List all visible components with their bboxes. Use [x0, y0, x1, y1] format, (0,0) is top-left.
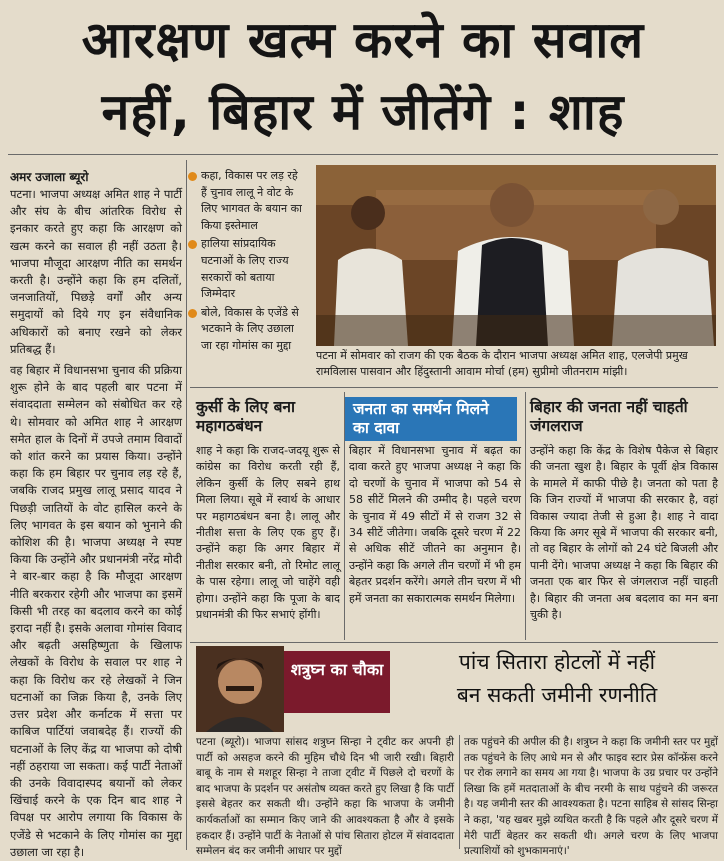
headline: [10, 4, 716, 148]
column-2-body: बिहार में विधानसभा चुनाव में बढ़त का दावा करते हुए भाजपा अध्यक्ष ने कहा कि दो चरणों के चुनाव में भाजपा को 54 से 58 सीटें मिलने की उम्मीद है। पहले चरण के चुनाव में 49 सीटों में से राजग 32 से 34 सीटें जीतेगा। जबकि दूसरे चरण में 22 से अधिक सीटें जीतने का अनुमान है। उन्होंने कहा कि अगले तीन चरणों में भी हम बेहतर प्रदर्शन करेंगे। अगले तीन चरण में भी हमें जनता का सकारात्मक समर्थन मिलेगा।: [349, 444, 521, 605]
highlights-list: [188, 168, 304, 357]
photo-caption: पटना में सोमवार को राजग की एक बैठक के दौरान भाजपा अध्यक्ष अमित शाह, एलजेपी प्रमुख रामविलास पासवान और हिंदुस्तानी आवाम मोर्चा (हम) सुप्रीमो जीतनराम मांझी।: [316, 349, 688, 378]
column-1-heading: कुर्सी के लिए बना महागठबंधन: [196, 398, 296, 435]
column-divider: [525, 392, 526, 640]
column-1-body: शाह ने कहा कि राजद-जदयू शुरू से कांग्रेस का विरोध करती रही हैं, लेकिन कुर्सी के लिए सबने हाथ मिला लिया। सूबे में स्वार्थ के आधार पर महागठबंधन बना है। लालू और नीतीश सत्ता के लिए एक हुए हैं। उन्होंने कहा कि अगर बिहार में नीतीश सरकार बनी, तो रिमोट लालू के पास रहेगा। लालू जो चाहेंगे वही होगा। उन्होंने कहा कि पूजा के बाद प्रधानमंत्री की फिर सभाएं होंगी।: [196, 444, 340, 622]
headline-divider: [8, 154, 718, 155]
box-right-body: तक पहुंचने की अपील की है। शत्रुघ्न ने कहा कि जमीनी स्तर पर मुद्दों तक पहुंचने के लिए आधे मन से और फाइव स्टार प्रेस कॉन्फ्रेंस करने पर रोक लगाने का समय आ गया है। भाजपा के उग्र प्रचार पर उन्होंने लिखा कि हमें मतदाताओं के बीच नरमी के साथ पहुंचने की जरूरत है। यह जमीनी स्तर की आवश्यकता है। पटना साहिब से सांसद सिन्हा ने कहा, 'यह खबर मुझे व्यथित करती है कि पहले और दूसरे चरण में मेरी पार्टी बेहतर कर सकती थी। अगले चरण के लिए भाजपा प्रत्याशियों को शुभकामनाएं।': [464, 736, 718, 858]
highlight-item: हालिया सांप्रदायिक घटनाओं के लिए राज्य सरकारों को बताया जिम्मेदार: [188, 236, 304, 302]
box-left-body: पटना (ब्यूरो)। भाजपा सांसद शत्रुघ्न सिन्हा ने ट्वीट कर अपनी ही पार्टी को असहज करने की मुहिम चौथे दिन भी जारी रखी। बिहारी बाबू के नाम से मशहूर सिन्हा ने ताजा ट्वीट में पिछले दो चरणों के बाद भाजपा के प्रदर्शन पर असंतोष व्यक्त करते हुए लिखा है कि पार्टी इससे बेहतर कर सकती थी। उन्होंने कहा कि भाजपा के जमीनी कार्यकर्ताओं का सम्मान किए जाने की आवश्यकता है और वे इसके हकदार हैं। उन्होंने पार्टी के नेताओं से पांच सितारा होटल में संवाददाता सम्मेलन बंद कर जमीनी आधार पर मुद्दों: [196, 736, 454, 858]
section-divider: [190, 642, 718, 643]
highlight-item: कहा, विकास पर लड़ रहे हैं चुनाव लालू ने वोट के लिए भागवत के बयान का किया इस्तेमाल: [188, 168, 304, 234]
lead-paragraph-2: वह बिहार में विधानसभा चुनाव की प्रक्रिया शुरू होने के बाद पहली बार पटना में संवाददाता सम्मेलन को संबोधित कर रहे थे। सोमवार को अमित शाह ने आरक्षण समेत हाल के दिनों में उपजे तमाम विवादों को शांत करने का प्रयास किया। उन्होंने कहा कि हम बिहार पर चुनाव लड़ रहे हैं, जबकि राजद प्रमुख लालू प्रसाद यादव ने पिछड़ी जातियों के वोट हासिल करने के लिए भागवत के इस बयान को भुनाने की कोशिश की है। भाजपा अध्यक्ष ने स्पष्ट किया कि उन्होंने और प्रधानमंत्री नरेंद्र मोदी ने बार-बार कहा है कि मौजूदा आरक्षण नीति बरकरार रहेगी और भाजपा का इसमें किसी भी तरह का बदलाव करने का कोई इरादा नहीं है। इसके अलावा गोमांस विवाद और बढ़ती असहिष्णुता के खिलाफ लेखकों के विरोध के सवाल पर शाह ने कहा कि विरोध कर रहे लेखकों ने जिन घटनाओं का जिक्र किया है, उनके लिए उत्तर प्रदेश और कर्नाटक में सत्ता पर काबिज पार्टियां जवाबदेह हैं। राज्यों की घटनाओं के लिए केंद्र या भाजपा को दोषी नहीं ठहराया जा सकता। कई पार्टी नेताओं की उनके विवादास्पद बयानों को लेकर खिंचाई करने के एक दिन बाद शाह ने विपक्ष पर आरोप लगाया कि विकास के एजेंडे से भटकाने के लिए गोमांस का मुद्दा उछाला जा रहा है।: [10, 363, 182, 859]
highlight-item: बोले, विकास के एजेंडे से भटकाने के लिए उछाला जा रहा गोमांस का मुद्दा: [188, 305, 304, 355]
bullet-icon: [188, 309, 197, 318]
column-divider: [186, 160, 187, 850]
shatrughan-photo: [196, 646, 284, 732]
column-3-body: उन्होंने कहा कि केंद्र के विशेष पैकेज से बिहार की जनता खुश है। बिहार के पूर्वी क्षेत्र विकास के मामले में काफी पीछे है। जनता को पता है कि जिन राज्यों में भाजपा की सरकार है, वहां विकास ज्यादा तेजी से हुआ है। शाह ने वादा किया कि अगर सूबे में भाजपा की सरकार बनी, तो वह बिहार के लोगों को 24 घंटे बिजली और पानी देंगे। भाजपा अध्यक्ष ने कहा कि बिहार की जनता एक बार फिर से जंगलराज नहीं चाहती है। बिहार की जनता अब बदलाव का मन बना चुकी है।: [530, 444, 718, 622]
section-divider: [190, 387, 718, 388]
headline-line-2: नहीं, बिहार में जीतेंगे : शाह: [101, 83, 625, 141]
box-headline: [392, 646, 722, 712]
shatrughan-tag: शत्रुघ्न का चौका: [284, 651, 390, 713]
byline: अमर उजाला ब्यूरो: [10, 170, 89, 184]
news-photo: [316, 165, 716, 346]
column-3-heading: बिहार की जनता नहीं चाहती जंगलराज: [530, 398, 688, 435]
column-2-heading: जनता का समर्थन मिलने का दावा: [345, 397, 517, 441]
column-divider: [459, 735, 460, 849]
box-headline-line-1: पांच सितारा होटलों में नहीं: [458, 650, 656, 674]
box-headline-line-2: बन सकती जमीनी रणनीति: [456, 683, 658, 707]
bullet-icon: [188, 240, 197, 249]
lead-paragraph-1: पटना। भाजपा अध्यक्ष अमित शाह ने पार्टी और संघ के बीच आंतरिक विरोध से इनकार करते हुए कहा कि आरक्षण को खत्म करने का सवाल ही नहीं उठता है। भाजपा मौजूदा आरक्षण नीति का समर्थन करती है। उन्होंने कहा कि हम दलितों, जनजातियों, पिछड़े वर्गों और अन्य समुदायों को दिये गए इन संवैधानिक अधिकारों को बनाए रखने को लेकर प्रतिबद्ध हैं।: [10, 187, 182, 356]
bullet-icon: [188, 172, 197, 181]
lead-story: [10, 186, 182, 859]
photo-illustration: [316, 165, 716, 346]
headline-line-1: आरक्षण खत्म करने का सवाल: [81, 11, 645, 69]
